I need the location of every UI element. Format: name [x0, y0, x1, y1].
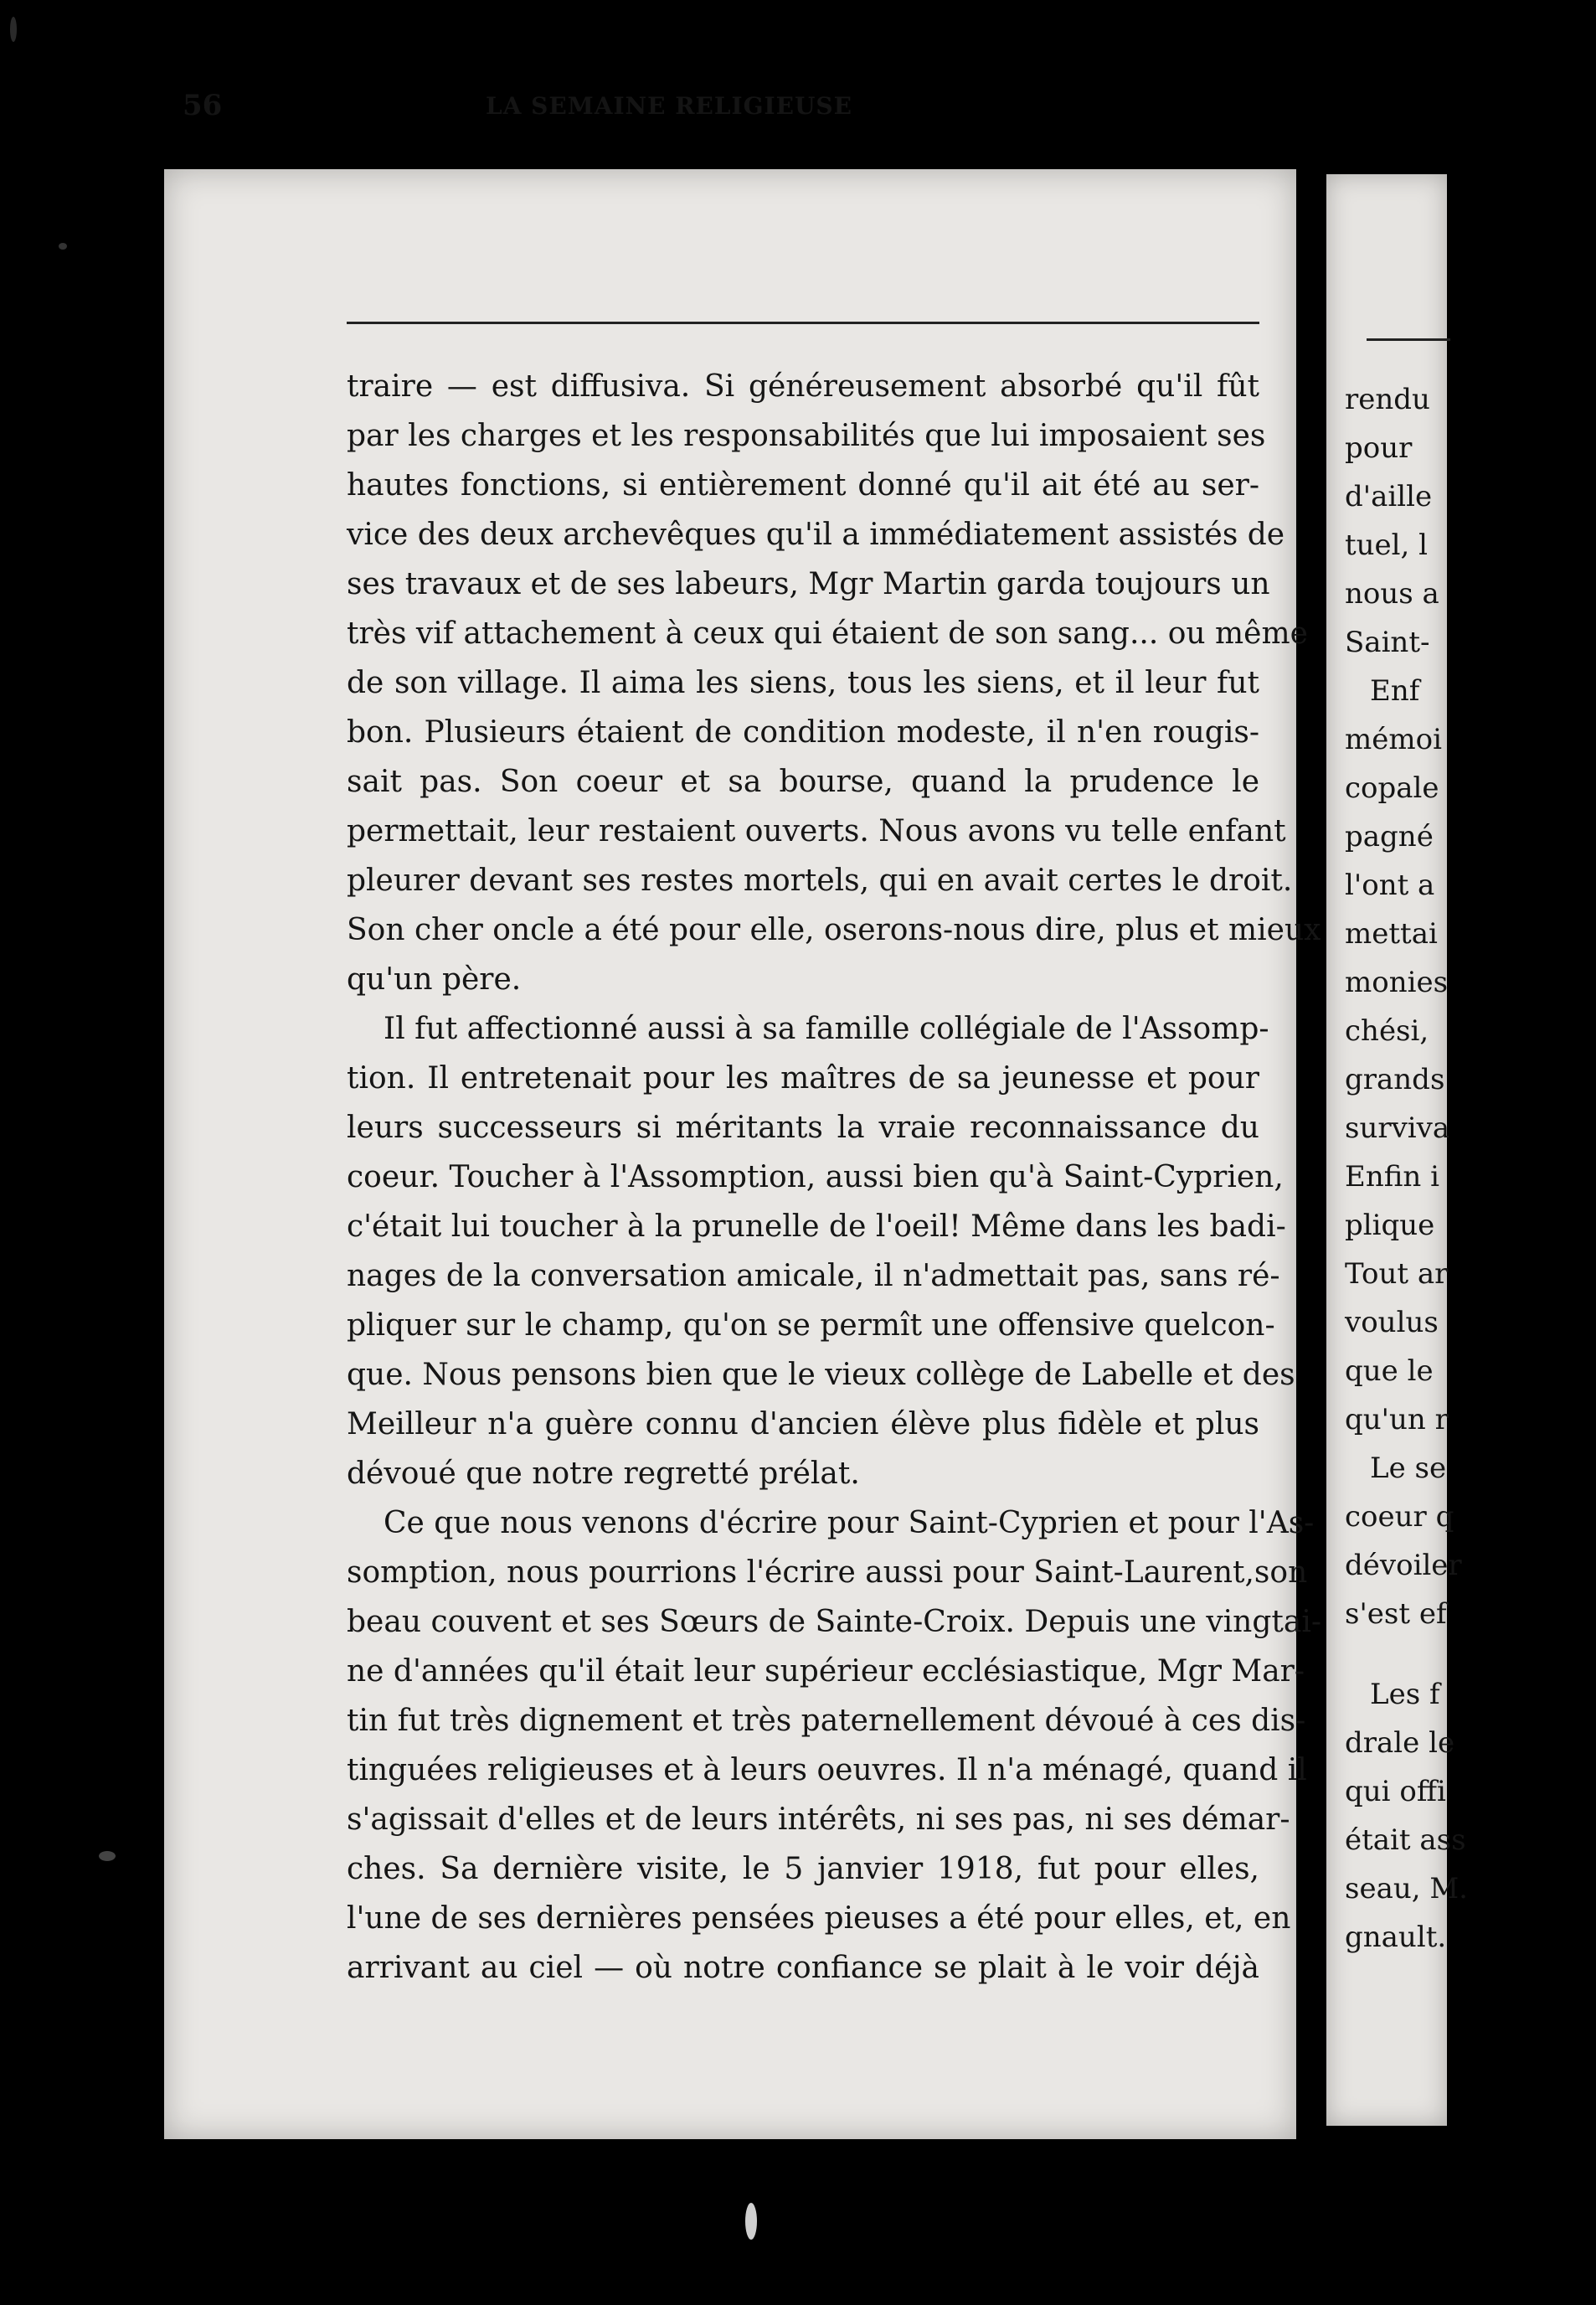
text-line: tin fut très dignement et très paternellement dévoué à ces dis- — [347, 1704, 1306, 1738]
text-line: permettait, leur restaient ouverts. Nous avons vu telle enfant — [347, 814, 1286, 848]
right-text-line: drale le — [1345, 1726, 1455, 1760]
right-text-line: monies — [1345, 966, 1449, 999]
right-text-line: voulus — [1345, 1306, 1439, 1339]
text-line: somption, nous pourrions l'écrire aussi pour Saint-Laurent,son — [347, 1555, 1308, 1590]
text-line: Il fut affectionné aussi à sa famille collégiale de l'Assomp- — [384, 1012, 1269, 1046]
text-line: ches. Sa dernière visite, le 5 janvier 1918, fut pour elles, — [347, 1852, 1259, 1886]
right-text-line: rendu — [1345, 383, 1430, 416]
text-line: s'agissait d'elles et de leurs intérêts, ni ses pas, ni ses démar- — [347, 1802, 1290, 1837]
right-text-line: s'est ef — [1345, 1597, 1447, 1631]
page-number: 56 — [183, 89, 223, 122]
film-speck — [59, 243, 67, 250]
right-text-line: surviva — [1345, 1111, 1450, 1145]
text-line: sait pas. Son coeur et sa bourse, quand la prudence le — [347, 765, 1259, 799]
text-line: vice des deux archevêques qu'il a immédiatement assistés de — [347, 518, 1285, 552]
text-line: ne d'années qu'il était leur supérieur ecclésiastique, Mgr Mar- — [347, 1654, 1305, 1689]
running-head: LA SEMAINE RELIGIEUSE — [486, 92, 852, 120]
right-text-line: tuel, l — [1345, 529, 1429, 562]
text-line: nages de la conversation amicale, il n'admettait pas, sans ré- — [347, 1259, 1280, 1293]
right-text-line: Saint- — [1345, 626, 1430, 659]
right-text-line: pagné — [1345, 820, 1434, 853]
film-speck — [745, 2203, 757, 2240]
right-text-line: plique — [1345, 1209, 1435, 1242]
text-line: l'une de ses dernières pensées pieuses a été pour elles, et, en — [347, 1901, 1291, 1936]
text-line: tion. Il entretenait pour les maîtres de sa jeunesse et pour — [347, 1061, 1259, 1096]
right-text-line: pour — [1345, 431, 1413, 465]
right-text-line: était ass — [1345, 1823, 1466, 1857]
right-text-line: gnault. — [1345, 1921, 1447, 1954]
right-text-line: Enf — [1370, 674, 1420, 708]
right-text-line: que le — [1345, 1354, 1434, 1388]
right-text-line: qu'un r — [1345, 1403, 1449, 1436]
header-rule — [347, 322, 1259, 324]
text-line: que. Nous pensons bien que le vieux collège de Labelle et des — [347, 1358, 1295, 1392]
text-line: Son cher oncle a été pour elle, oserons-nous dire, plus et mieux — [347, 913, 1321, 947]
text-line: tinguées religieuses et à leurs oeuvres. Il n'a ménagé, quand il — [347, 1753, 1307, 1787]
right-header-rule — [1367, 338, 1450, 341]
right-text-line: Enfin i — [1345, 1160, 1439, 1194]
body-text — [347, 362, 1322, 1993]
right-text-line: chési, — [1345, 1014, 1429, 1048]
text-line: ses travaux et de ses labeurs, Mgr Martin garda toujours un — [347, 567, 1270, 601]
film-speck — [10, 17, 17, 42]
text-line: bon. Plusieurs étaient de condition modeste, il n'en rougis- — [347, 715, 1259, 750]
right-page-fragment — [1326, 174, 1468, 2126]
right-text-line: mémoi — [1345, 723, 1442, 756]
right-text-line: dévoiler — [1345, 1549, 1462, 1582]
right-text-line: grands — [1345, 1063, 1445, 1096]
text-line: traire — est diffusiva. Si généreusement absorbé qu'il fût — [347, 369, 1259, 404]
right-text-line: coeur q — [1345, 1500, 1454, 1534]
right-text-line: d'aille — [1345, 480, 1433, 513]
film-speck — [99, 1851, 116, 1861]
text-line: qu'un père. — [347, 962, 522, 997]
right-text-line: seau, M. — [1345, 1872, 1468, 1905]
right-text-line: Tout ar — [1345, 1257, 1449, 1291]
text-line: par les charges et les responsabilités que lui imposaient ses — [347, 419, 1266, 453]
right-text-line: mettai — [1345, 917, 1438, 951]
right-text-line: qui offi — [1345, 1775, 1446, 1808]
right-text-line: copale — [1345, 771, 1439, 805]
text-line: c'était lui toucher à la prunelle de l'oeil! Même dans les badi- — [347, 1209, 1286, 1244]
text-line: Ce que nous venons d'écrire pour Saint-Cyprien et pour l'As- — [384, 1506, 1315, 1540]
page-header — [183, 89, 1095, 131]
text-line: dévoué que notre regretté prélat. — [347, 1457, 860, 1491]
text-line: pleurer devant ses restes mortels, qui en avait certes le droit. — [347, 864, 1293, 898]
text-line: coeur. Toucher à l'Assomption, aussi bien qu'à Saint-Cyprien, — [347, 1160, 1284, 1194]
text-line: Meilleur n'a guère connu d'ancien élève plus fidèle et plus — [347, 1407, 1259, 1441]
text-line: arrivant au ciel — où notre confiance se plait à le voir déjà — [347, 1951, 1259, 1985]
right-text-line: Le se — [1370, 1452, 1447, 1485]
right-text-line: nous a — [1345, 577, 1439, 611]
text-line: hautes fonctions, si entièrement donné qu'il ait été au ser- — [347, 468, 1259, 503]
text-line: pliquer sur le champ, qu'on se permît une offensive quelcon- — [347, 1308, 1275, 1343]
text-line: leurs successeurs si méritants la vraie reconnaissance du — [347, 1111, 1259, 1145]
right-text-line: Les f — [1370, 1678, 1440, 1711]
text-line: beau couvent et ses Sœurs de Sainte-Croix. Depuis une vingtai- — [347, 1605, 1322, 1639]
right-text-line: l'ont a — [1345, 869, 1435, 902]
text-line: très vif attachement à ceux qui étaient de son sang... ou même — [347, 616, 1308, 651]
text-line: de son village. Il aima les siens, tous les siens, et il leur fut — [347, 666, 1259, 700]
right-page-text — [1345, 375, 1596, 1962]
